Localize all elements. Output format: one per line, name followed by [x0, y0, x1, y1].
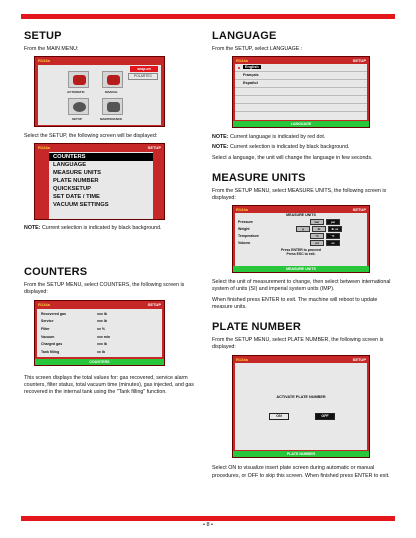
counter-row — [37, 340, 162, 348]
top-red-bar — [21, 14, 395, 19]
measure-desc-1: Select the unit of measurement to change, then select between international system of units (SI) and imperial system units (IMP). — [212, 279, 391, 293]
language-intro: From the SETUP, select LANGUAGE : — [212, 46, 303, 52]
main-menu-title: R134a — [38, 58, 50, 64]
counters-desc: This screen displays the total values for: gas recovered, service alarm counters, filter status, total vacuum time (minutes), gas injected, and gas recovered in the internal tank using the "Tank filling" function. — [24, 375, 194, 396]
unit-label: Volume — [238, 240, 251, 245]
setup-label: SETUP — [72, 117, 83, 122]
counter-row — [37, 310, 162, 318]
car-icon — [73, 75, 86, 85]
plate-number-heading: PLATE NUMBER — [212, 321, 301, 334]
note-label: NOTE: — [212, 134, 229, 141]
language-list — [235, 64, 367, 120]
counter-value: xx % — [97, 327, 105, 331]
language-note-1 — [212, 134, 394, 141]
counters-screen-right: SETUP — [147, 302, 161, 308]
measure-proceed-text: Press ENTER to proceed — [281, 248, 321, 253]
counter-row — [37, 333, 162, 341]
setup-screen-right: SETUP — [147, 145, 161, 151]
language-label: English — [245, 65, 259, 70]
counter-row — [37, 348, 162, 356]
language-screen — [232, 56, 370, 128]
language-heading: LANGUAGE — [212, 30, 277, 42]
counters-screen — [34, 300, 165, 366]
page-number: • 8 • — [203, 522, 213, 528]
language-item-francais[interactable]: Français — [235, 72, 367, 80]
unit-option[interactable]: lb — [312, 226, 326, 232]
gear-icon — [73, 102, 86, 112]
manual-tile[interactable] — [102, 71, 123, 88]
setup-note-label: NOTE: — [24, 225, 41, 232]
counters-footer: COUNTERS — [35, 359, 164, 365]
counters-heading: COUNTERS — [24, 265, 88, 278]
counters-intro: From the SETUP MENU, select COUNTERS, the following screen is displayed: — [24, 281, 185, 295]
unit-option[interactable]: °C — [310, 233, 324, 239]
language-empty-row — [235, 88, 367, 96]
unit-option[interactable]: g — [296, 226, 310, 232]
plate-number-intro: From the SETUP MENU, select PLATE NUMBER, the following screen is displayed: — [212, 337, 384, 351]
counter-value: xx lb — [97, 349, 105, 354]
counter-label: Filter — [41, 327, 50, 331]
current-language-dot-icon — [238, 67, 240, 69]
unit-option[interactable]: oz — [326, 240, 340, 246]
menu-item-plate-number[interactable]: PLATE NUMBER — [53, 178, 99, 185]
bottom-red-bar — [21, 516, 395, 521]
measure-panel — [235, 213, 367, 266]
plate-panel — [235, 363, 367, 450]
setup-screen-title: R134a — [38, 145, 50, 151]
language-empty-row — [235, 104, 367, 112]
plate-titlebar — [233, 356, 369, 363]
menu-item-language[interactable]: LANGUAGE — [53, 162, 87, 169]
menu-item-vacuum-settings[interactable]: VACUUM SETTINGS — [53, 202, 109, 209]
manual-label: MANUAL — [105, 90, 118, 95]
language-item-espanol[interactable]: Español — [235, 80, 367, 88]
unit-option[interactable]: bar — [310, 219, 324, 225]
unit-option[interactable]: psi — [326, 219, 340, 225]
counter-value: xxx min — [97, 334, 111, 339]
menu-item-measure-units[interactable]: MEASURE UNITS — [53, 170, 101, 177]
unit-label: Pressure — [238, 219, 253, 224]
language-titlebar — [233, 57, 369, 64]
measure-footer: MEASURE UNITS — [233, 266, 369, 272]
setup-menu-list — [49, 152, 153, 219]
weight-row — [235, 225, 367, 232]
menu-item-set-date-time[interactable]: SET DATE / TIME — [53, 194, 100, 201]
note-text: Current selection is indicated by black background. — [228, 144, 350, 151]
automatic-label: AUTOMATIC — [67, 90, 85, 95]
counter-label: Tank filling — [41, 349, 60, 354]
plate-screen-right: SETUP — [352, 357, 366, 363]
counter-label: Service — [41, 319, 54, 324]
counters-screen-title: R134a — [38, 302, 50, 308]
setup-after-text: Select the SETUP, the following screen will be displayed: — [24, 133, 158, 140]
language-footer: LANGUAGE — [233, 121, 369, 127]
menu-item-quicksetup[interactable]: QUICKSETUP — [53, 186, 92, 193]
maintenance-tile[interactable] — [102, 98, 123, 115]
car-icon — [107, 75, 120, 85]
counter-value: xxx lb — [97, 342, 107, 347]
automatic-tile[interactable] — [68, 71, 89, 88]
unit-option[interactable]: ml — [310, 240, 324, 246]
counter-label: Charged gas — [41, 342, 63, 347]
on-button[interactable]: ON — [269, 413, 289, 420]
note-label: NOTE: — [212, 144, 229, 151]
main-menu-screen — [34, 56, 165, 127]
counter-row — [37, 325, 162, 333]
note-text: Current language is indicated by red dot. — [228, 134, 326, 141]
measure-units-intro: From the SETUP MENU, select MEASURE UNITS, the following screen is displayed: — [212, 187, 387, 202]
language-screen-right: SETUP — [352, 58, 366, 64]
menu-item-counters[interactable]: COUNTERS — [49, 153, 153, 161]
unit-option[interactable]: lb oz — [328, 226, 342, 232]
setup-intro: From the MAIN MENU: — [24, 46, 79, 52]
plate-screen-title: R134a — [236, 357, 248, 363]
language-note-2 — [212, 144, 394, 151]
setup-note — [24, 225, 206, 232]
main-menu-titlebar — [35, 57, 164, 64]
plate-number-screen — [232, 355, 370, 458]
unit-option[interactable]: °F — [326, 233, 340, 239]
counter-label: Recovered gas — [41, 311, 66, 316]
measure-exit-text: Press ESC to exit. — [286, 252, 316, 257]
measure-titlebar — [233, 206, 369, 213]
setup-heading: SETUP — [24, 30, 62, 42]
plate-footer: PLATE NUMBER — [233, 451, 369, 457]
wrench-icon — [107, 102, 120, 112]
main-menu-panel — [38, 65, 161, 125]
language-desc: Select a language, the unit will change the language in few seconds. — [212, 154, 373, 161]
off-button[interactable]: OFF — [315, 413, 335, 420]
right-column — [212, 30, 394, 480]
setup-titlebar — [35, 144, 164, 151]
measure-screen-title: R134a — [236, 207, 248, 213]
language-screen-title: R134a — [236, 58, 248, 64]
volume-row — [235, 239, 367, 246]
counter-label: Vacuum — [41, 334, 55, 339]
counter-value: xxx lb — [97, 311, 107, 316]
unit-label: Weight — [238, 226, 250, 231]
temperature-row — [235, 232, 367, 239]
left-column — [24, 30, 206, 397]
measure-header: MEASURE UNITS — [286, 213, 316, 218]
measure-units-screen — [232, 205, 370, 273]
language-item-english[interactable] — [235, 64, 367, 72]
maintenance-label: MAINTENANCE — [100, 117, 123, 122]
setup-tile[interactable] — [68, 98, 89, 115]
snapon-logo: snap-on — [130, 66, 158, 72]
counters-panel — [37, 309, 162, 357]
activate-plate-label: ACTIVATE PLATE NUMBER — [276, 395, 326, 400]
setup-screen — [34, 143, 165, 220]
counters-titlebar — [35, 301, 164, 308]
measure-desc-2: When finished press ENTER to exit. The machine will reboot to update measure units. — [212, 296, 378, 310]
measure-units-heading: MEASURE UNITS — [212, 171, 306, 184]
setup-note-text: Current selection is indicated by black background. — [40, 225, 162, 232]
counter-value: xxx lb — [97, 319, 107, 324]
unit-label: Temperature — [238, 233, 259, 238]
pressure-row — [235, 218, 367, 225]
counter-row — [37, 318, 162, 326]
plate-desc: Select ON to visualize insert plate screen during automatic or manual procedures, or OFF to skip this screen. When finished press ENTER to exit. — [212, 465, 390, 479]
brand-label: POLARTEC — [128, 73, 158, 80]
language-empty-row — [235, 96, 367, 104]
measure-screen-right: SETUP — [352, 207, 366, 213]
